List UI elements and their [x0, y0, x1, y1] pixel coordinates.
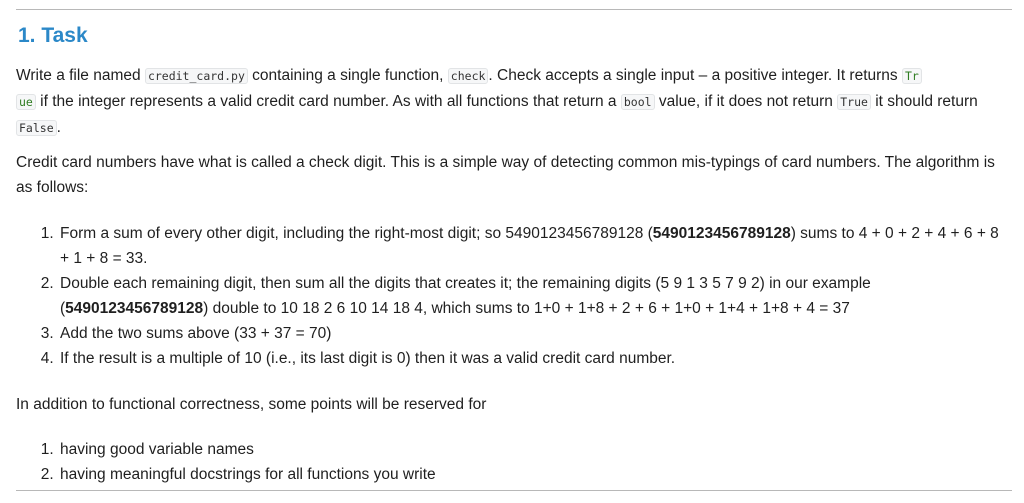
- intro-text: if the integer represents a valid credit card number. As with all functions that return a: [35, 93, 621, 110]
- bottom-divider: [16, 490, 1012, 491]
- top-divider: [16, 9, 1012, 10]
- intro-text: value, if it does not return: [654, 93, 838, 110]
- algorithm-step: [58, 221, 1012, 271]
- task-section: [16, 9, 1012, 487]
- step-text: ) sums to 4 + 0 + 2 + 4 + 6 + 8 + 1 + 8 = 33.: [60, 225, 999, 267]
- check-digit-paragraph: Credit card numbers have what is called a check digit. This is a simple way of detecting common mis-typings of card numbers. The algorithm is as follows:: [16, 154, 995, 196]
- intro-paragraph: [16, 63, 1012, 141]
- algorithm-step: [58, 271, 1012, 321]
- algorithm-steps: [16, 221, 1012, 371]
- intro-text: it should return: [870, 93, 978, 110]
- card-number: 5490123456789128: [652, 225, 791, 242]
- grading-points: [16, 437, 1012, 487]
- intro-text: containing a single function,: [247, 67, 448, 84]
- algorithm-step: [58, 321, 1012, 346]
- true-code-start: Tr: [902, 68, 922, 84]
- grading-point: 2. having meaningful docstrings for all functions you write: [58, 462, 1012, 487]
- step-text: Double each remaining digit, then sum all the digits that creates it; the remaining digits (5 9 1 3 5 7 9 2) in our example (: [60, 275, 871, 317]
- false-code: False: [16, 120, 57, 136]
- step-text: Add the two sums above (33 + 37 = 70): [60, 325, 332, 342]
- algorithm-step: [58, 346, 1012, 371]
- step-text: ) double to 10 18 2 6 10 14 18 4, which sums to 1+0 + 1+8 + 2 + 6 + 1+0 + 1+4 + 1+8 + 4 = 37: [203, 300, 850, 317]
- filename-code: credit_card.py: [145, 68, 248, 84]
- card-number: 5490123456789128: [65, 300, 204, 317]
- grading-point: 1. having good variable names: [58, 437, 1012, 462]
- function-code: check: [448, 68, 489, 84]
- intro-text: . Check accepts a single input – a positive integer. It returns: [488, 67, 902, 84]
- step-text: If the result is a multiple of 10 (i.e., its last digit is 0) then it was a valid credit card number.: [60, 350, 676, 367]
- step-text: Form a sum of every other digit, including the right-most digit; so 5490123456789128 (: [60, 225, 653, 242]
- true-code: True: [837, 94, 871, 110]
- grading-paragraph: In addition to functional correctness, some points will be reserved for: [16, 396, 487, 413]
- section-heading: 1. Task: [18, 24, 88, 47]
- bool-code: bool: [621, 94, 655, 110]
- intro-text: .: [56, 119, 61, 136]
- intro-text: Write a file named: [16, 67, 145, 84]
- true-code-end: ue: [16, 94, 36, 110]
